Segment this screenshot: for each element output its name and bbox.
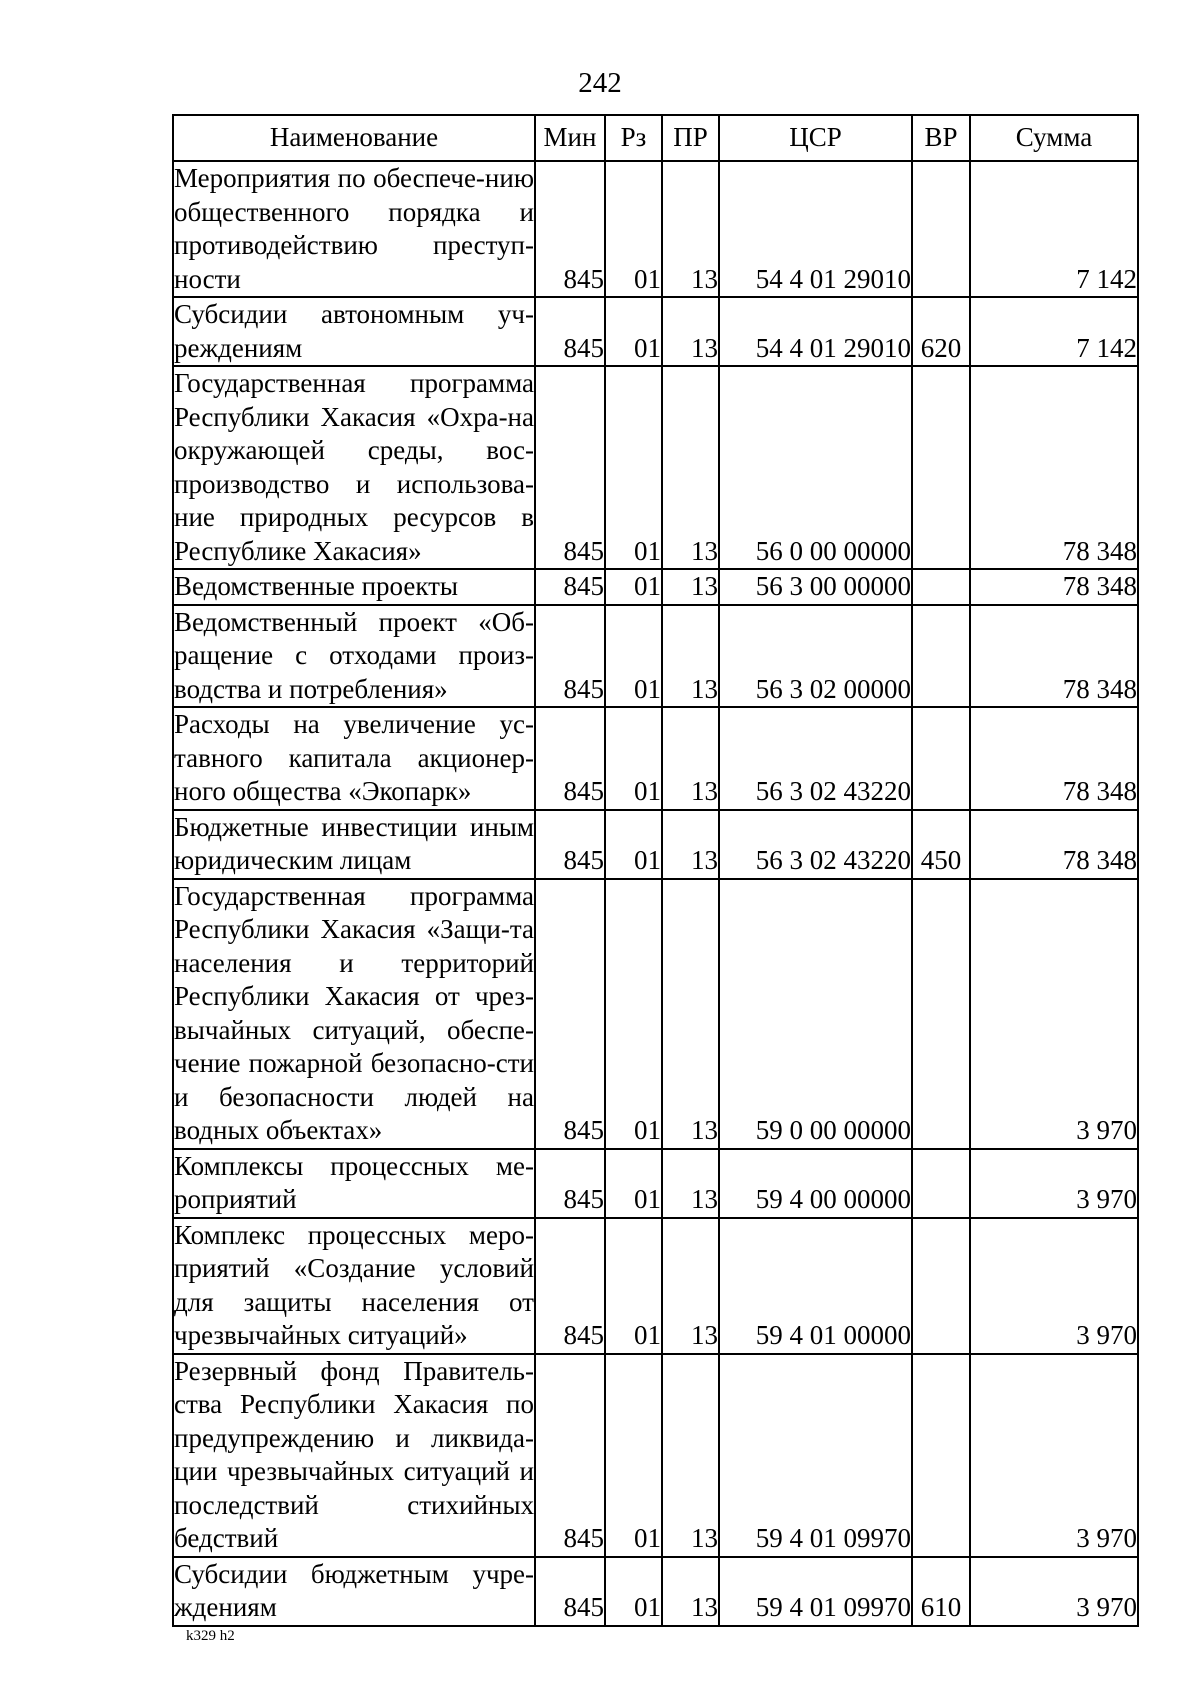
cell-vr <box>912 569 970 605</box>
cell-vr <box>912 707 970 810</box>
cell-csr: 54 4 01 29010 <box>719 297 912 366</box>
cell-csr: 56 3 02 00000 <box>719 605 912 708</box>
cell-sum: 3 970 <box>970 1149 1138 1218</box>
cell-csr: 56 0 00 00000 <box>719 366 912 569</box>
cell-pr: 13 <box>662 569 719 605</box>
cell-sum: 3 970 <box>970 1557 1138 1626</box>
cell-min: 845 <box>535 1218 605 1354</box>
cell-sum: 78 348 <box>970 810 1138 879</box>
cell-csr: 56 3 02 43220 <box>719 810 912 879</box>
cell-rz: 01 <box>605 1149 662 1218</box>
cell-name: Государственная программа Республики Хакасия «Охра-на окружающей среды, вос-производство и использова-ние природных ресурсов в Республике Хакасия» <box>173 366 535 569</box>
cell-rz: 01 <box>605 707 662 810</box>
table-row <box>173 366 1138 569</box>
cell-rz: 01 <box>605 1557 662 1626</box>
cell-min: 845 <box>535 879 605 1149</box>
table-row <box>173 1557 1138 1626</box>
cell-pr: 13 <box>662 161 719 297</box>
cell-vr <box>912 1354 970 1557</box>
cell-sum: 3 970 <box>970 879 1138 1149</box>
cell-csr: 56 3 00 00000 <box>719 569 912 605</box>
footer-code: k329 h2 <box>186 1628 235 1644</box>
cell-csr: 59 4 01 09970 <box>719 1557 912 1626</box>
cell-pr: 13 <box>662 366 719 569</box>
cell-pr: 13 <box>662 1149 719 1218</box>
cell-vr: 610 <box>912 1557 970 1626</box>
cell-csr: 59 0 00 00000 <box>719 879 912 1149</box>
cell-sum: 7 142 <box>970 297 1138 366</box>
cell-vr <box>912 366 970 569</box>
table-row <box>173 879 1138 1149</box>
header-name: Наименование <box>173 115 535 161</box>
cell-sum: 78 348 <box>970 366 1138 569</box>
cell-vr: 450 <box>912 810 970 879</box>
cell-sum: 7 142 <box>970 161 1138 297</box>
cell-csr: 59 4 01 00000 <box>719 1218 912 1354</box>
cell-min: 845 <box>535 1557 605 1626</box>
table-row <box>173 161 1138 297</box>
cell-rz: 01 <box>605 297 662 366</box>
page-number: 242 <box>578 67 622 99</box>
cell-rz: 01 <box>605 161 662 297</box>
cell-rz: 01 <box>605 366 662 569</box>
cell-min: 845 <box>535 366 605 569</box>
cell-rz: 01 <box>605 569 662 605</box>
cell-name: Мероприятия по обеспече-нию общественного порядка и противодействию преступ-ности <box>173 161 535 297</box>
cell-min: 845 <box>535 1149 605 1218</box>
cell-csr: 59 4 00 00000 <box>719 1149 912 1218</box>
cell-csr: 54 4 01 29010 <box>719 161 912 297</box>
cell-pr: 13 <box>662 1354 719 1557</box>
cell-pr: 13 <box>662 1557 719 1626</box>
cell-name: Комплекс процессных меро-приятий «Создание условий для защиты населения от чрезвычайных ситуаций» <box>173 1218 535 1354</box>
table-row <box>173 569 1138 605</box>
cell-csr: 59 4 01 09970 <box>719 1354 912 1557</box>
header-csr: ЦСР <box>719 115 912 161</box>
cell-name: Расходы на увеличение ус-тавного капитала акционер-ного общества «Экопарк» <box>173 707 535 810</box>
cell-sum: 78 348 <box>970 569 1138 605</box>
cell-pr: 13 <box>662 707 719 810</box>
cell-min: 845 <box>535 161 605 297</box>
header-sum: Сумма <box>970 115 1138 161</box>
cell-name: Ведомственные проекты <box>173 569 535 605</box>
header-min: Мин <box>535 115 605 161</box>
cell-name: Комплексы процессных ме-роприятий <box>173 1149 535 1218</box>
cell-min: 845 <box>535 810 605 879</box>
cell-rz: 01 <box>605 1218 662 1354</box>
cell-pr: 13 <box>662 605 719 708</box>
cell-name: Резервный фонд Правитель-ства Республики Хакасия по предупреждению и ликвида-ции чрезвычайных ситуаций и последствий стихийных бедствий <box>173 1354 535 1557</box>
cell-name: Ведомственный проект «Об-ращение с отходами произ-водства и потребления» <box>173 605 535 708</box>
cell-min: 845 <box>535 297 605 366</box>
table-row <box>173 1218 1138 1354</box>
cell-name: Государственная программа Республики Хакасия «Защи-та населения и территорий Республики Хакасия от чрез-вычайных ситуаций, обеспе-чение пожарной безопасно-сти и безопасности людей на водных объектах» <box>173 879 535 1149</box>
table-row <box>173 707 1138 810</box>
cell-sum: 3 970 <box>970 1354 1138 1557</box>
cell-rz: 01 <box>605 810 662 879</box>
cell-vr <box>912 1218 970 1354</box>
cell-name: Субсидии бюджетным учре-ждениям <box>173 1557 535 1626</box>
cell-pr: 13 <box>662 810 719 879</box>
cell-sum: 3 970 <box>970 1218 1138 1354</box>
cell-vr: 620 <box>912 297 970 366</box>
cell-min: 845 <box>535 1354 605 1557</box>
cell-min: 845 <box>535 569 605 605</box>
header-vr: ВР <box>912 115 970 161</box>
cell-pr: 13 <box>662 879 719 1149</box>
cell-name: Бюджетные инвестиции иным юридическим лицам <box>173 810 535 879</box>
cell-min: 845 <box>535 707 605 810</box>
cell-sum: 78 348 <box>970 707 1138 810</box>
table-row <box>173 605 1138 708</box>
table-row <box>173 1354 1138 1557</box>
cell-vr <box>912 605 970 708</box>
cell-vr <box>912 879 970 1149</box>
budget-table <box>172 114 1139 1627</box>
table-row <box>173 1149 1138 1218</box>
cell-csr: 56 3 02 43220 <box>719 707 912 810</box>
table-header-row <box>173 115 1138 161</box>
cell-pr: 13 <box>662 1218 719 1354</box>
header-rz: Рз <box>605 115 662 161</box>
cell-vr <box>912 1149 970 1218</box>
table-row <box>173 297 1138 366</box>
cell-vr <box>912 161 970 297</box>
cell-rz: 01 <box>605 605 662 708</box>
table-row <box>173 810 1138 879</box>
cell-min: 845 <box>535 605 605 708</box>
cell-name: Субсидии автономным уч-реждениям <box>173 297 535 366</box>
cell-rz: 01 <box>605 879 662 1149</box>
cell-rz: 01 <box>605 1354 662 1557</box>
table-body <box>173 161 1138 1626</box>
cell-pr: 13 <box>662 297 719 366</box>
header-pr: ПР <box>662 115 719 161</box>
cell-sum: 78 348 <box>970 605 1138 708</box>
